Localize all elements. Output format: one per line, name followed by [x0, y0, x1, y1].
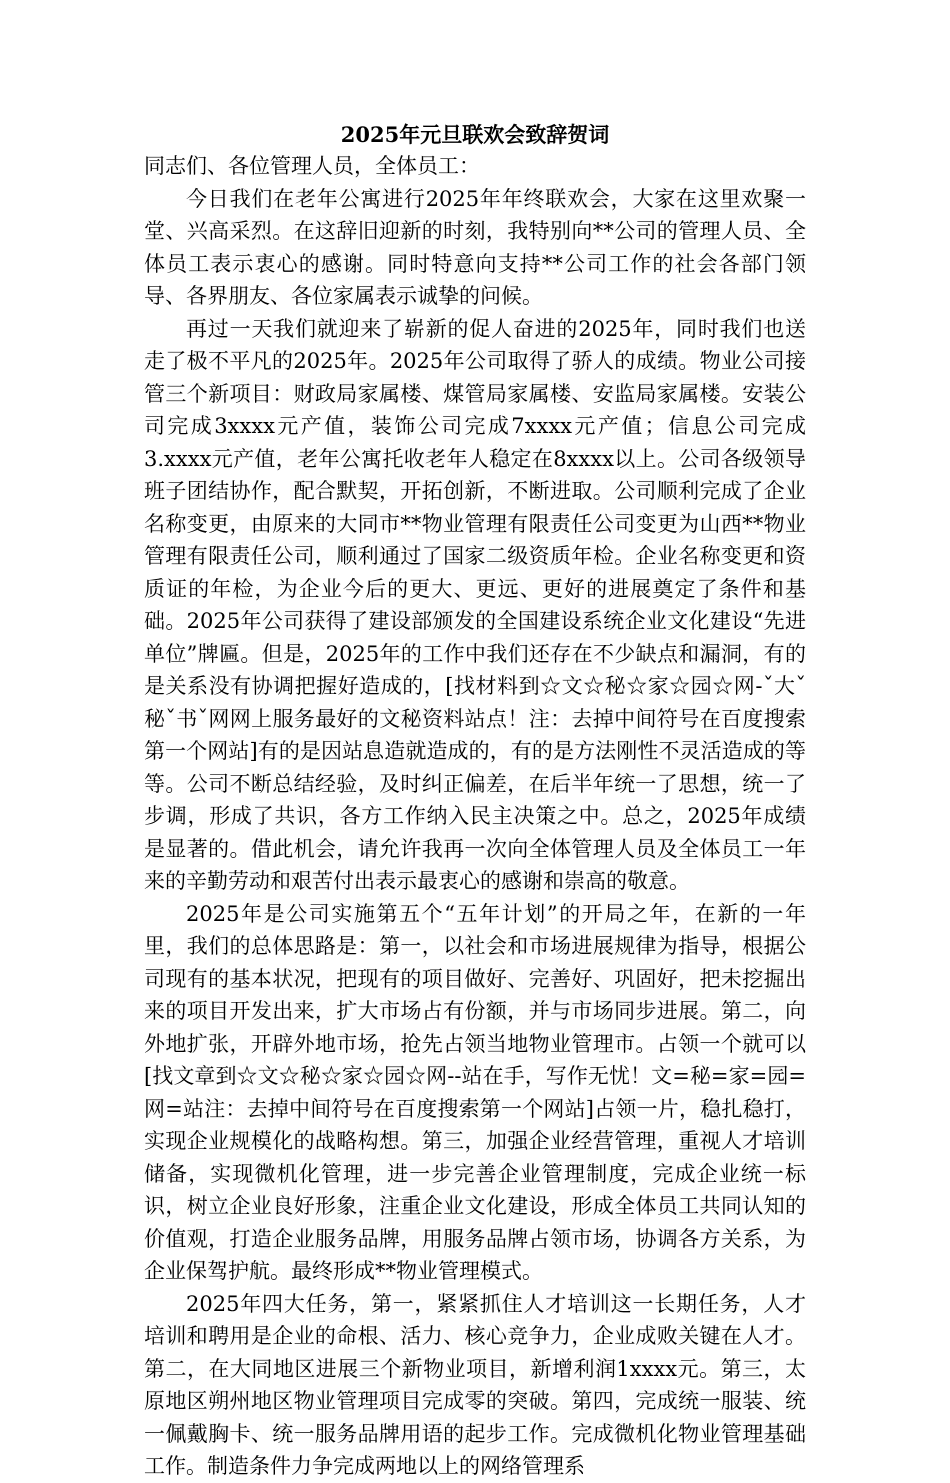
document-title: 2025年元旦联欢会致辞贺词 — [340, 122, 610, 147]
document-page — [144, 118, 806, 1483]
paragraph-4: 2025年四大任务，第一，紧紧抓住人才培训这一长期任务，人才培训和聘用是企业的命根、活力、核心竞争力，企业成败关键在人才。第二，在大同地区进展三个新物业项目，新增利润1xxxx元。第三，太原地区朔州地区物业管理项目完成零的突破。第四，完成统一服装、统一佩戴胸卡、统一服务品牌用语的起步工作。完成微机化物业管理基础工作。制造条件力争完成两地以上的网络管理系 — [144, 1291, 806, 1478]
paragraph-2: 再过一天我们就迎来了崭新的促人奋进的2025年，同时我们也送走了极不平凡的2025年。2025年公司取得了骄人的成绩。物业公司接管三个新项目：财政局家属楼、煤管局家属楼、安监局家属楼。安装公司完成3xxxx元产值，装饰公司完成7xxxx元产值；信息公司完成3.xxxx元产值，老年公寓托收老年人稳定在8xxxx以上。公司各级领导班子团结协作，配合默契，开拓创新，不断进取。公司顺利完成了企业名称变更，由原来的大同市**物业管理有限责任公司变更为山西**物业管理有限责任公司，顺利通过了国家二级资质年检。企业名称变更和资质证的年检，为企业今后的更大、更远、更好的进展奠定了条件和基础。2025年公司获得了建设部颁发的全国建设系统企业文化建设“先进单位”牌匾。但是，2025年的工作中我们还存在不少缺点和漏洞，有的是关系没有协调把握好造成的，[找材料到☆文☆秘☆家☆园☆网-ˇ大ˇ秘ˇ书ˇ网网上服务最好的文秘资料站点！注：去掉中间符号在百度搜索第一个网站]有的是因站息造就造成的，有的是方法刚性不灵活造成的等等。公司不断总结经验，及时纠正偏差，在后半年统一了思想，统一了步调，形成了共识，各方工作纳入民主决策之中。总之，2025年成绩是显著的。借此机会，请允许我再一次向全体管理人员及全体员工一年来的辛勤劳动和艰苦付出表示最衷心的感谢和崇高的敬意。 — [144, 316, 806, 893]
paragraph-1: 今日我们在老年公寓进行2025年年终联欢会，大家在这里欢聚一堂、兴高采烈。在这辞旧迎新的时刻，我特别向**公司的管理人员、全体员工表示衷心的感谢。同时特意向支持**公司工作的社会各部门领导、各界朋友、各位家属表示诚挚的问候。 — [144, 186, 806, 308]
salutation: 同志们、各位管理人员，全体员工： — [144, 154, 480, 178]
paragraph-3: 2025年是公司实施第五个“五年计划”的开局之年，在新的一年里，我们的总体思路是：第一，以社会和市场进展规律为指导，根据公司现有的基本状况，把现有的项目做好、完善好、巩固好，把未挖掘出来的项目开发出来，扩大市场占有份额，并与市场同步进展。第二，向外地扩张，开辟外地市场，抢先占领当地物业管理市。占领一个就可以[找文章到☆文☆秘☆家☆园☆网--站在手，写作无忧！文=秘=家=园=网=站注：去掉中间符号在百度搜索第一个网站]占领一片，稳扎稳打，实现企业规模化的战略构想。第三，加强企业经营管理，重视人才培训储备，实现微机化管理，进一步完善企业管理制度，完成企业统一标识，树立企业良好形象，注重企业文化建设，形成全体员工共同认知的价值观，打造企业服务品牌，用服务品牌占领市场，协调各方关系，为企业保驾护航。最终形成**物业管理模式。 — [144, 901, 806, 1283]
